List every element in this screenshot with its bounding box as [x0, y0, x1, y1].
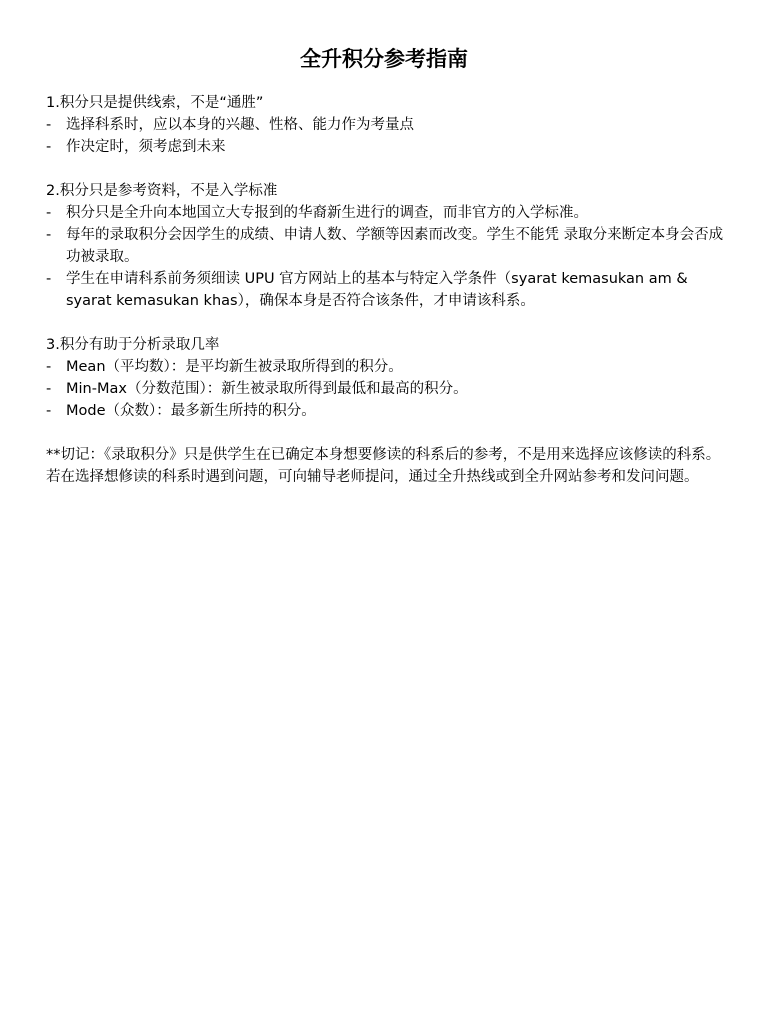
- bullet-dash: -: [46, 381, 52, 397]
- document-title: 全升积分参考指南: [300, 47, 468, 71]
- bullet-dash: -: [46, 117, 52, 133]
- document-body: [46, 92, 726, 488]
- bullet-text: Mean（平均数）：是平均新生被录取所得到的积分。: [66, 359, 403, 375]
- bullet-item: [46, 356, 726, 378]
- bullet-text: Min-Max（分数范围）：新生被录取所得到最低和最高的积分。: [66, 381, 468, 397]
- bullet-text: 选择科系时，应以本身的兴趣、性格、能力作为考量点: [66, 117, 414, 133]
- section-3: [46, 334, 726, 422]
- section-heading: 3.积分有助于分析录取几率: [46, 337, 220, 353]
- bullet-dash: -: [46, 359, 52, 375]
- bullet-item: [46, 378, 726, 400]
- bullet-dash: -: [46, 205, 52, 221]
- bullet-text: Mode（众数）：最多新生所持的积分。: [66, 403, 316, 419]
- bullet-item: [46, 400, 726, 422]
- section-1: [46, 92, 726, 158]
- bullet-dash: -: [46, 271, 52, 287]
- section-2: [46, 180, 726, 312]
- closing-note: **切记：《录取积分》只是供学生在已确定本身想要修读的科系后的参考，不是用来选择应该修读的科系。若在选择想修读的科系时遇到问题，可向辅导老师提问，通过全升热线或到全升网站参考和发问问题。: [46, 447, 721, 485]
- bullet-text: 学生在申请科系前务须细读 UPU 官方网站上的基本与特定入学条件（syarat kemasukan am & syarat kemasukan khas），确保本身是否符合该条件，才申请该科系。: [66, 271, 688, 309]
- bullet-dash: -: [46, 227, 52, 243]
- bullet-text: 每年的录取积分会因学生的成绩、申请人数、学额等因素而改变。学生不能凭 录取分来断定本身会否成功被录取。: [66, 227, 724, 265]
- section-heading: 2.积分只是参考资料，不是入学标准: [46, 183, 278, 199]
- bullet-text: 积分只是全升向本地国立大专报到的华裔新生进行的调查，而非官方的入学标准。: [66, 205, 588, 221]
- bullet-item: [46, 136, 726, 158]
- bullet-text: 作决定时，须考虑到未来: [66, 139, 226, 155]
- bullet-item: [46, 224, 726, 268]
- bullet-dash: -: [46, 403, 52, 419]
- bullet-item: [46, 268, 726, 312]
- bullet-item: [46, 114, 726, 136]
- section-heading: 1.积分只是提供线索，不是“通胜”: [46, 95, 264, 111]
- bullet-dash: -: [46, 139, 52, 155]
- bullet-item: [46, 202, 726, 224]
